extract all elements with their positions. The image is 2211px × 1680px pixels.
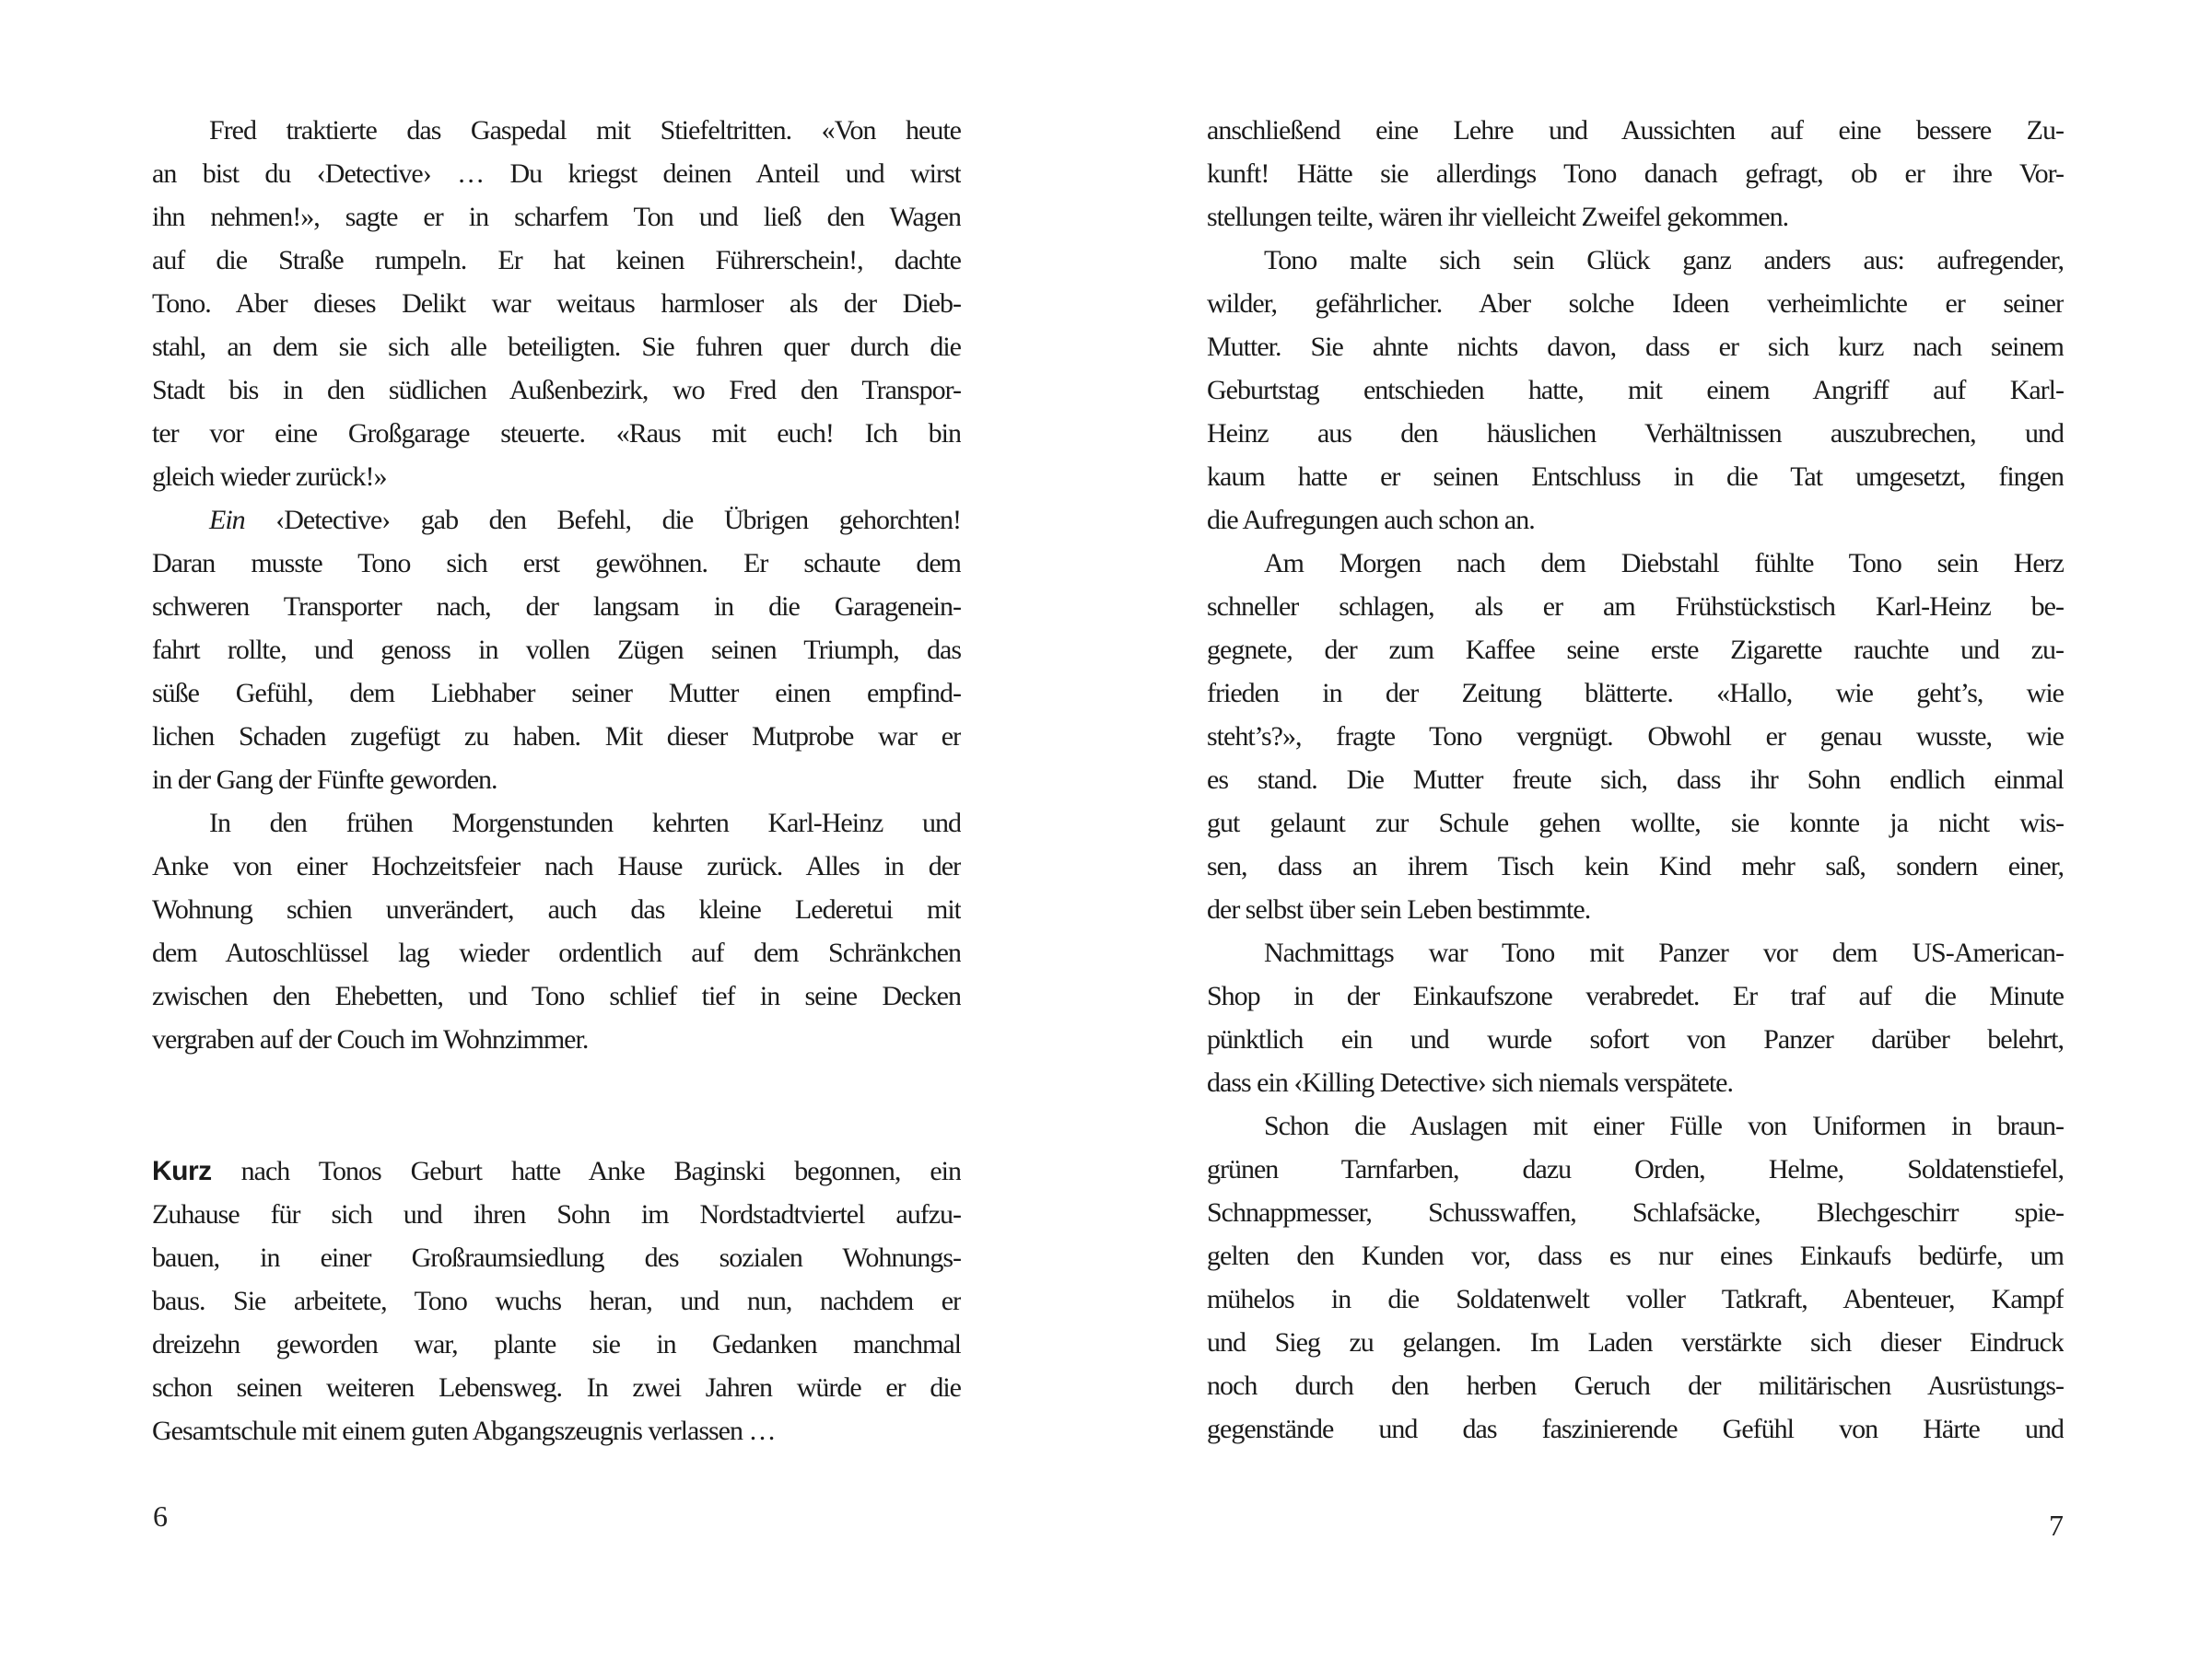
- body-text: Stadt bis in den südlichen Außenbezirk, wo Fred den Transpor-: [152, 375, 961, 405]
- text-line: [152, 412, 961, 455]
- text-line: [152, 498, 961, 542]
- page-number-left: 6: [153, 1499, 168, 1533]
- body-text: gegenstände und das faszinierende Gefühl von Härte und: [1207, 1414, 2064, 1444]
- body-text: Tono malte sich sein Glück ganz anders aus: aufregender,: [1264, 245, 2064, 275]
- text-line: [1207, 671, 2064, 715]
- body-text: Wohnung schien unverändert, auch das kleine Lederetui mit: [152, 894, 961, 925]
- body-text: kunft! Hätte sie allerdings Tono danach gefragt, ob er ihre Vor-: [1207, 158, 2064, 189]
- text-line: [152, 715, 961, 758]
- text-line: [1207, 888, 2064, 931]
- text-line: [152, 931, 961, 974]
- text-line: [1207, 974, 2064, 1018]
- body-text: stellungen teilte, wären ihr vielleicht Zweifel gekommen.: [1207, 202, 1789, 232]
- body-text: an bist du ‹Detective› … Du kriegst deinen Anteil und wirst: [152, 158, 961, 189]
- body-text: fahrt rollte, und genoss in vollen Zügen seinen Triumph, das: [152, 635, 961, 665]
- body-text: süße Gefühl, dem Liebhaber seiner Mutter einen empfind-: [152, 678, 961, 708]
- body-text: ter vor eine Großgarage steuerte. «Raus mit euch! Ich bin: [152, 418, 961, 449]
- body-text: gut gelaunt zur Schule gehen wollte, sie konnte ja nicht wis-: [1207, 808, 2064, 838]
- text-line: [152, 1409, 961, 1452]
- body-text: Mutter. Sie ahnte nichts davon, dass er sich kurz nach seinem: [1207, 332, 2064, 362]
- text-line: [152, 1193, 961, 1236]
- body-text: ‹Detective› gab den Befehl, die Übrigen gehorchten!: [244, 505, 961, 535]
- body-text: zwischen den Ehebetten, und Tono schlief tief in seine Decken: [152, 981, 961, 1011]
- text-line: [152, 628, 961, 671]
- body-text: Fred traktierte das Gaspedal mit Stiefeltritten. «Von heute: [209, 115, 961, 146]
- body-text: ihn nehmen!», sagte er in scharfem Ton und ließ den Wagen: [152, 202, 961, 232]
- text-line: [1207, 931, 2064, 974]
- text-line: [1207, 542, 2064, 585]
- text-line: [152, 1323, 961, 1366]
- text-line: [1207, 1321, 2064, 1364]
- text-line: [1207, 498, 2064, 542]
- text-line: [152, 1366, 961, 1409]
- body-text: die Aufregungen auch schon an.: [1207, 505, 1535, 535]
- text-line: [1207, 282, 2064, 325]
- text-line: [152, 195, 961, 239]
- body-text: kaum hatte er seinen Entschluss in die Tat umgesetzt, fingen: [1207, 461, 2064, 492]
- text-line: [1207, 1234, 2064, 1278]
- page-right-text-column: [1207, 109, 2064, 1451]
- body-text: noch durch den herben Geruch der militärischen Ausrüstungs-: [1207, 1371, 2064, 1401]
- body-text: schneller schlagen, als er am Frühstückstisch Karl-Heinz be-: [1207, 591, 2064, 622]
- body-text: gleich wieder zurück!»: [152, 461, 387, 492]
- text-line: [152, 325, 961, 368]
- page-number-right: 7: [2049, 1509, 2064, 1542]
- text-line: [152, 1279, 961, 1323]
- body-text: bauen, in einer Großraumsiedlung des sozialen Wohnungs-: [152, 1242, 961, 1273]
- body-text: Schon die Auslagen mit einer Fülle von Uniformen in braun-: [1264, 1111, 2064, 1141]
- text-line: [1207, 1061, 2064, 1104]
- body-text: mühelos in die Soldatenwelt voller Tatkraft, Abenteuer, Kampf: [1207, 1284, 2064, 1314]
- body-text: grünen Tarnfarben, dazu Orden, Helme, Soldatenstiefel,: [1207, 1154, 2064, 1184]
- body-text: dass ein ‹Killing Detective› sich niemals verspätete.: [1207, 1068, 1733, 1098]
- body-text: Daran musste Tono sich erst gewöhnen. Er schaute dem: [152, 548, 961, 578]
- text-line: [152, 368, 961, 412]
- text-line: [152, 1149, 961, 1193]
- body-text: gelten den Kunden vor, dass es nur eines Einkaufs bedürfe, um: [1207, 1241, 2064, 1271]
- text-line: [1207, 412, 2064, 455]
- text-line: [152, 585, 961, 628]
- text-line: [1207, 1407, 2064, 1451]
- page-left-text-column: [152, 109, 961, 1452]
- text-line: [1207, 758, 2064, 801]
- body-text: In den frühen Morgenstunden kehrten Karl-Heinz und: [209, 808, 961, 838]
- body-text: frieden in der Zeitung blätterte. «Hallo, wie geht’s, wie: [1207, 678, 2064, 708]
- body-text: Am Morgen nach dem Diebstahl fühlte Tono sein Herz: [1264, 548, 2064, 578]
- text-line: [1207, 801, 2064, 845]
- text-line: [152, 542, 961, 585]
- text-line: [152, 974, 961, 1018]
- body-text: und Sieg zu gelangen. Im Laden verstärkte sich dieser Eindruck: [1207, 1327, 2064, 1358]
- body-text: dreizehn geworden war, plante sie in Gedanken manchmal: [152, 1329, 961, 1359]
- text-line: [152, 282, 961, 325]
- text-line: [1207, 152, 2064, 195]
- text-line: [1207, 1278, 2064, 1321]
- body-text: auf die Straße rumpeln. Er hat keinen Führerschein!, dachte: [152, 245, 961, 275]
- body-text: Heinz aus den häuslichen Verhältnissen auszubrechen, und: [1207, 418, 2064, 449]
- body-text: pünktlich ein und wurde sofort von Panzer darüber belehrt,: [1207, 1024, 2064, 1055]
- text-line: [152, 1018, 961, 1061]
- text-line: [152, 1236, 961, 1279]
- text-line: [1207, 845, 2064, 888]
- emphasized-text: Ein: [209, 505, 245, 535]
- body-text: sen, dass an ihrem Tisch kein Kind mehr saß, sondern einer,: [1207, 851, 2064, 881]
- body-text: es stand. Die Mutter freute sich, dass ihr Sohn endlich einmal: [1207, 764, 2064, 795]
- body-text: gegnete, der zum Kaffee seine erste Zigarette rauchte und zu-: [1207, 635, 2064, 665]
- emphasized-text: Kurz: [152, 1156, 212, 1186]
- text-line: [1207, 1018, 2064, 1061]
- body-text: schon seinen weiteren Lebensweg. In zwei Jahren würde er die: [152, 1372, 961, 1403]
- body-text: Geburtstag entschieden hatte, mit einem Angriff auf Karl-: [1207, 375, 2064, 405]
- text-line: [1207, 109, 2064, 152]
- body-text: Tono. Aber dieses Delikt war weitaus harmloser als der Dieb-: [152, 288, 961, 319]
- text-line: [1207, 628, 2064, 671]
- body-text: Nachmittags war Tono mit Panzer vor dem US-American-: [1264, 938, 2064, 968]
- text-line: [1207, 325, 2064, 368]
- text-line: [1207, 239, 2064, 282]
- text-line: [152, 109, 961, 152]
- text-line: [1207, 1364, 2064, 1407]
- text-line: [152, 152, 961, 195]
- body-text: nach Tonos Geburt hatte Anke Baginski begonnen, ein: [211, 1156, 961, 1186]
- body-text: steht’s?», fragte Tono vergnügt. Obwohl er genau wusste, wie: [1207, 721, 2064, 752]
- body-text: Gesamtschule mit einem guten Abgangszeugnis verlassen …: [152, 1416, 776, 1446]
- text-line: [152, 455, 961, 498]
- text-line: [1207, 1104, 2064, 1148]
- text-line: [152, 239, 961, 282]
- text-line: [152, 758, 961, 801]
- text-line: [1207, 195, 2064, 239]
- text-line: [152, 801, 961, 845]
- body-text: vergraben auf der Couch im Wohnzimmer.: [152, 1024, 589, 1055]
- body-text: baus. Sie arbeitete, Tono wuchs heran, und nun, nachdem er: [152, 1286, 961, 1316]
- text-line: [1207, 455, 2064, 498]
- body-text: lichen Schaden zugefügt zu haben. Mit dieser Mutprobe war er: [152, 721, 961, 752]
- body-text: stahl, an dem sie sich alle beteiligten. Sie fuhren quer durch die: [152, 332, 961, 362]
- body-text: der selbst über sein Leben bestimmte.: [1207, 894, 1591, 925]
- body-text: Shop in der Einkaufszone verabredet. Er traf auf die Minute: [1207, 981, 2064, 1011]
- body-text: in der Gang der Fünfte geworden.: [152, 764, 497, 795]
- body-text: Zuhause für sich und ihren Sohn im Nordstadtviertel aufzu-: [152, 1199, 961, 1230]
- text-line: [1207, 1148, 2064, 1191]
- text-line: [152, 845, 961, 888]
- body-text: Schnappmesser, Schusswaffen, Schlafsäcke, Blechgeschirr spie-: [1207, 1197, 2064, 1228]
- text-line: [1207, 715, 2064, 758]
- text-line: [152, 888, 961, 931]
- body-text: schweren Transporter nach, der langsam in die Garagenein-: [152, 591, 961, 622]
- text-line: [1207, 585, 2064, 628]
- text-line: [1207, 368, 2064, 412]
- body-text: wilder, gefährlicher. Aber solche Ideen verheimlichte er seiner: [1207, 288, 2064, 319]
- text-line: [152, 671, 961, 715]
- text-line: [1207, 1191, 2064, 1234]
- body-text: anschließend eine Lehre und Aussichten auf eine bessere Zu-: [1207, 115, 2064, 146]
- body-text: dem Autoschlüssel lag wieder ordentlich auf dem Schränkchen: [152, 938, 961, 968]
- body-text: Anke von einer Hochzeitsfeier nach Hause zurück. Alles in der: [152, 851, 961, 881]
